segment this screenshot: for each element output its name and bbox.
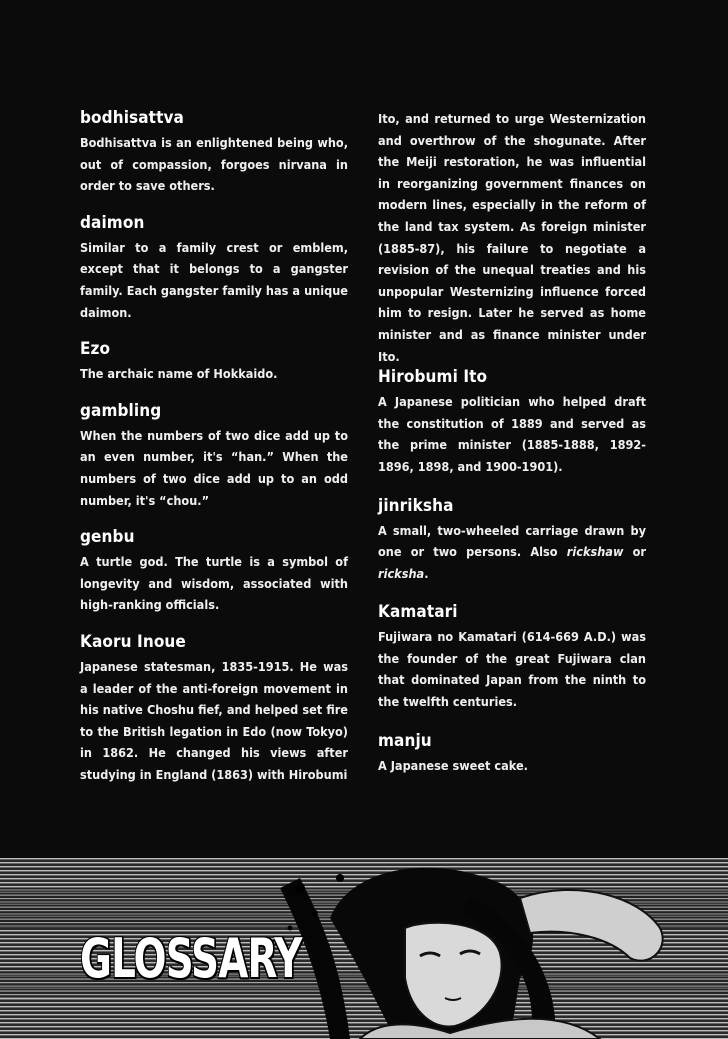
glossary-entry: [378, 496, 646, 585]
definition-text: or: [623, 544, 646, 560]
glossary-entry: [80, 339, 348, 385]
entry-term: jinriksha: [378, 495, 454, 516]
glossary-entry: [378, 731, 646, 777]
entry-term: manju: [378, 730, 432, 751]
entry-definition: Similar to a family crest or emblem, except that it belongs to a gangster family. Each gangster family has a unique daimon.: [80, 239, 348, 320]
glossary-entry: [378, 602, 646, 712]
definition-italic: ricksha: [378, 565, 425, 581]
entry-definition: When the numbers of two dice add up to an even number, it's “han.” When the numbers of two dice add up to an odd number, it's “chou.”: [80, 427, 348, 508]
entry-definition: A Japanese politician who helped draft the constitution of 1889 and served as the prime minister (1885-1888, 1892-1896, 1898, and 1900-1901).: [378, 394, 646, 474]
entry-continuation: Ito, and returned to urge Westernization and overthrow of the shogunate. After the Meiji restoration, he was influential in reorganizing government finances on modern lines, especially in the reform of the land tax system. As foreign minister (1885-87), his failure to negotiate a revision of the unequal treaties and his unpopular Westernizing influence forced him to resign. Later he served as home minister and as finance minister under Ito.: [378, 111, 646, 364]
entry-definition: Japanese statesman, 1835-1915. He was a leader of the anti-foreign movement in his native Choshu fief, and helped set fire to the British legation in Edo (now Tokyo) in 1862. He changed his views after studying in England (1863) with Hirobumi: [80, 658, 348, 782]
entry-term: Ezo: [80, 339, 111, 360]
entry-term: bodhisattva: [80, 108, 184, 128]
entry-term: daimon: [80, 212, 145, 233]
glossary-left-column: [80, 108, 348, 785]
entry-term: Hirobumi Ito: [378, 367, 488, 388]
glossary-entry: [80, 632, 348, 786]
entry-definition: Fujiwara no Kamatari (614-669 A.D.) was the founder of the great Fujiwara clan that dominated Japan from the ninth to the twelfth centuries.: [378, 629, 646, 710]
definition-text: .: [424, 565, 429, 581]
glossary-entry: [80, 401, 348, 511]
entry-term: Kamatari: [378, 602, 458, 623]
glossary-entry: [80, 108, 348, 197]
definition-text: A small, two-wheeled carriage drawn by one or two persons. Also: [378, 522, 646, 560]
page-title: GLOSSARY: [80, 927, 302, 990]
entry-definition: A Japanese sweet cake.: [378, 757, 528, 773]
entry-term: Kaoru Inoue: [80, 631, 186, 652]
entry-term: gambling: [80, 400, 162, 421]
glossary-entry: [80, 213, 348, 323]
entry-definition: [378, 520, 646, 585]
entry-definition: Bodhisattva is an enlightened being who, out of compassion, forgoes nirvana in order to save others.: [80, 135, 348, 194]
glossary-entry: [80, 527, 348, 616]
entry-definition: The archaic name of Hokkaido.: [80, 366, 278, 382]
entry-definition: A turtle god. The turtle is a symbol of longevity and wisdom, associated with high-ranking officials.: [80, 554, 348, 613]
entry-term: genbu: [80, 527, 135, 548]
glossary-entry: [378, 367, 646, 477]
glossary-right-column: [378, 108, 646, 776]
definition-italic: rickshaw: [566, 544, 624, 560]
